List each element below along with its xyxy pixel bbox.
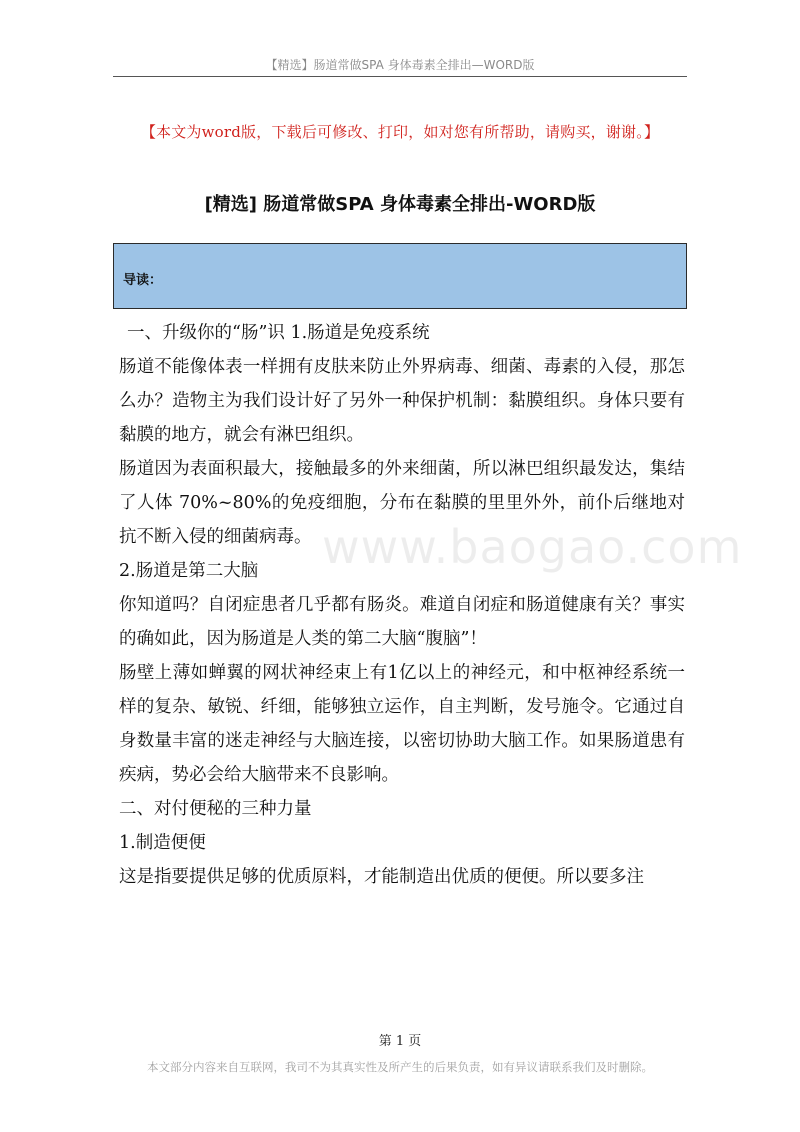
- document-title: [精选] 肠道常做SPA 身体毒素全排出-WORD版: [204, 194, 596, 215]
- notice-text: 【本文为word版，下载后可修改、打印，如对您有所帮助，请购买，谢谢。】: [140, 123, 660, 141]
- subheading: 2.肠道是第二大脑: [119, 561, 259, 581]
- article-body: [119, 316, 685, 894]
- section-heading: 二、对付便秘的三种力量: [119, 799, 312, 819]
- watermark: www.baogao.com: [322, 520, 743, 574]
- subheading: 1.制造便便: [119, 833, 206, 853]
- paragraph: 肠壁上薄如蝉翼的网状神经束上有1亿以上的神经元，和中枢神经系统一样的复杂、敏锐、纤细，能够独立运作，自主判断，发号施令。它通过自身数量丰富的迷走神经与大脑连接，以密切协助大脑工作。如果肠道患有疾病，势必会给大脑带来不良影响。: [119, 663, 685, 785]
- paragraph: 你知道吗？自闭症患者几乎都有肠炎。难道自闭症和肠道健康有关？事实的确如此，因为肠道是人类的第二大脑“腹脑”！: [119, 595, 685, 649]
- footer-disclaimer: 本文部分内容来自互联网，我司不为其真实性及所产生的后果负责，如有异议请联系我们及时删除。: [147, 1060, 653, 1074]
- header-divider: [113, 76, 687, 77]
- paragraph: 肠道因为表面积最大，接触最多的外来细菌，所以淋巴组织最发达，集结了人体 70%~80%的免疫细胞，分布在黏膜的里里外外，前仆后继地对抗不断入侵的细菌病毒。: [119, 459, 685, 547]
- section-heading: 一、升级你的“肠”识 1.肠道是免疫系统: [127, 323, 430, 343]
- page-header: 【精选】肠道常做SPA 身体毒素全排出—WORD版: [265, 58, 535, 72]
- paragraph: 这是指要提供足够的优质原料，才能制造出优质的便便。所以要多注: [119, 867, 644, 887]
- guide-label: 导读：: [123, 273, 163, 288]
- page-number: 第 1 页: [378, 1034, 422, 1049]
- guide-box: [113, 243, 687, 309]
- paragraph: 肠道不能像体表一样拥有皮肤来防止外界病毒、细菌、毒素的入侵，那怎么办？造物主为我们设计好了另外一种保护机制：黏膜组织。身体只要有黏膜的地方，就会有淋巴组织。: [119, 357, 685, 445]
